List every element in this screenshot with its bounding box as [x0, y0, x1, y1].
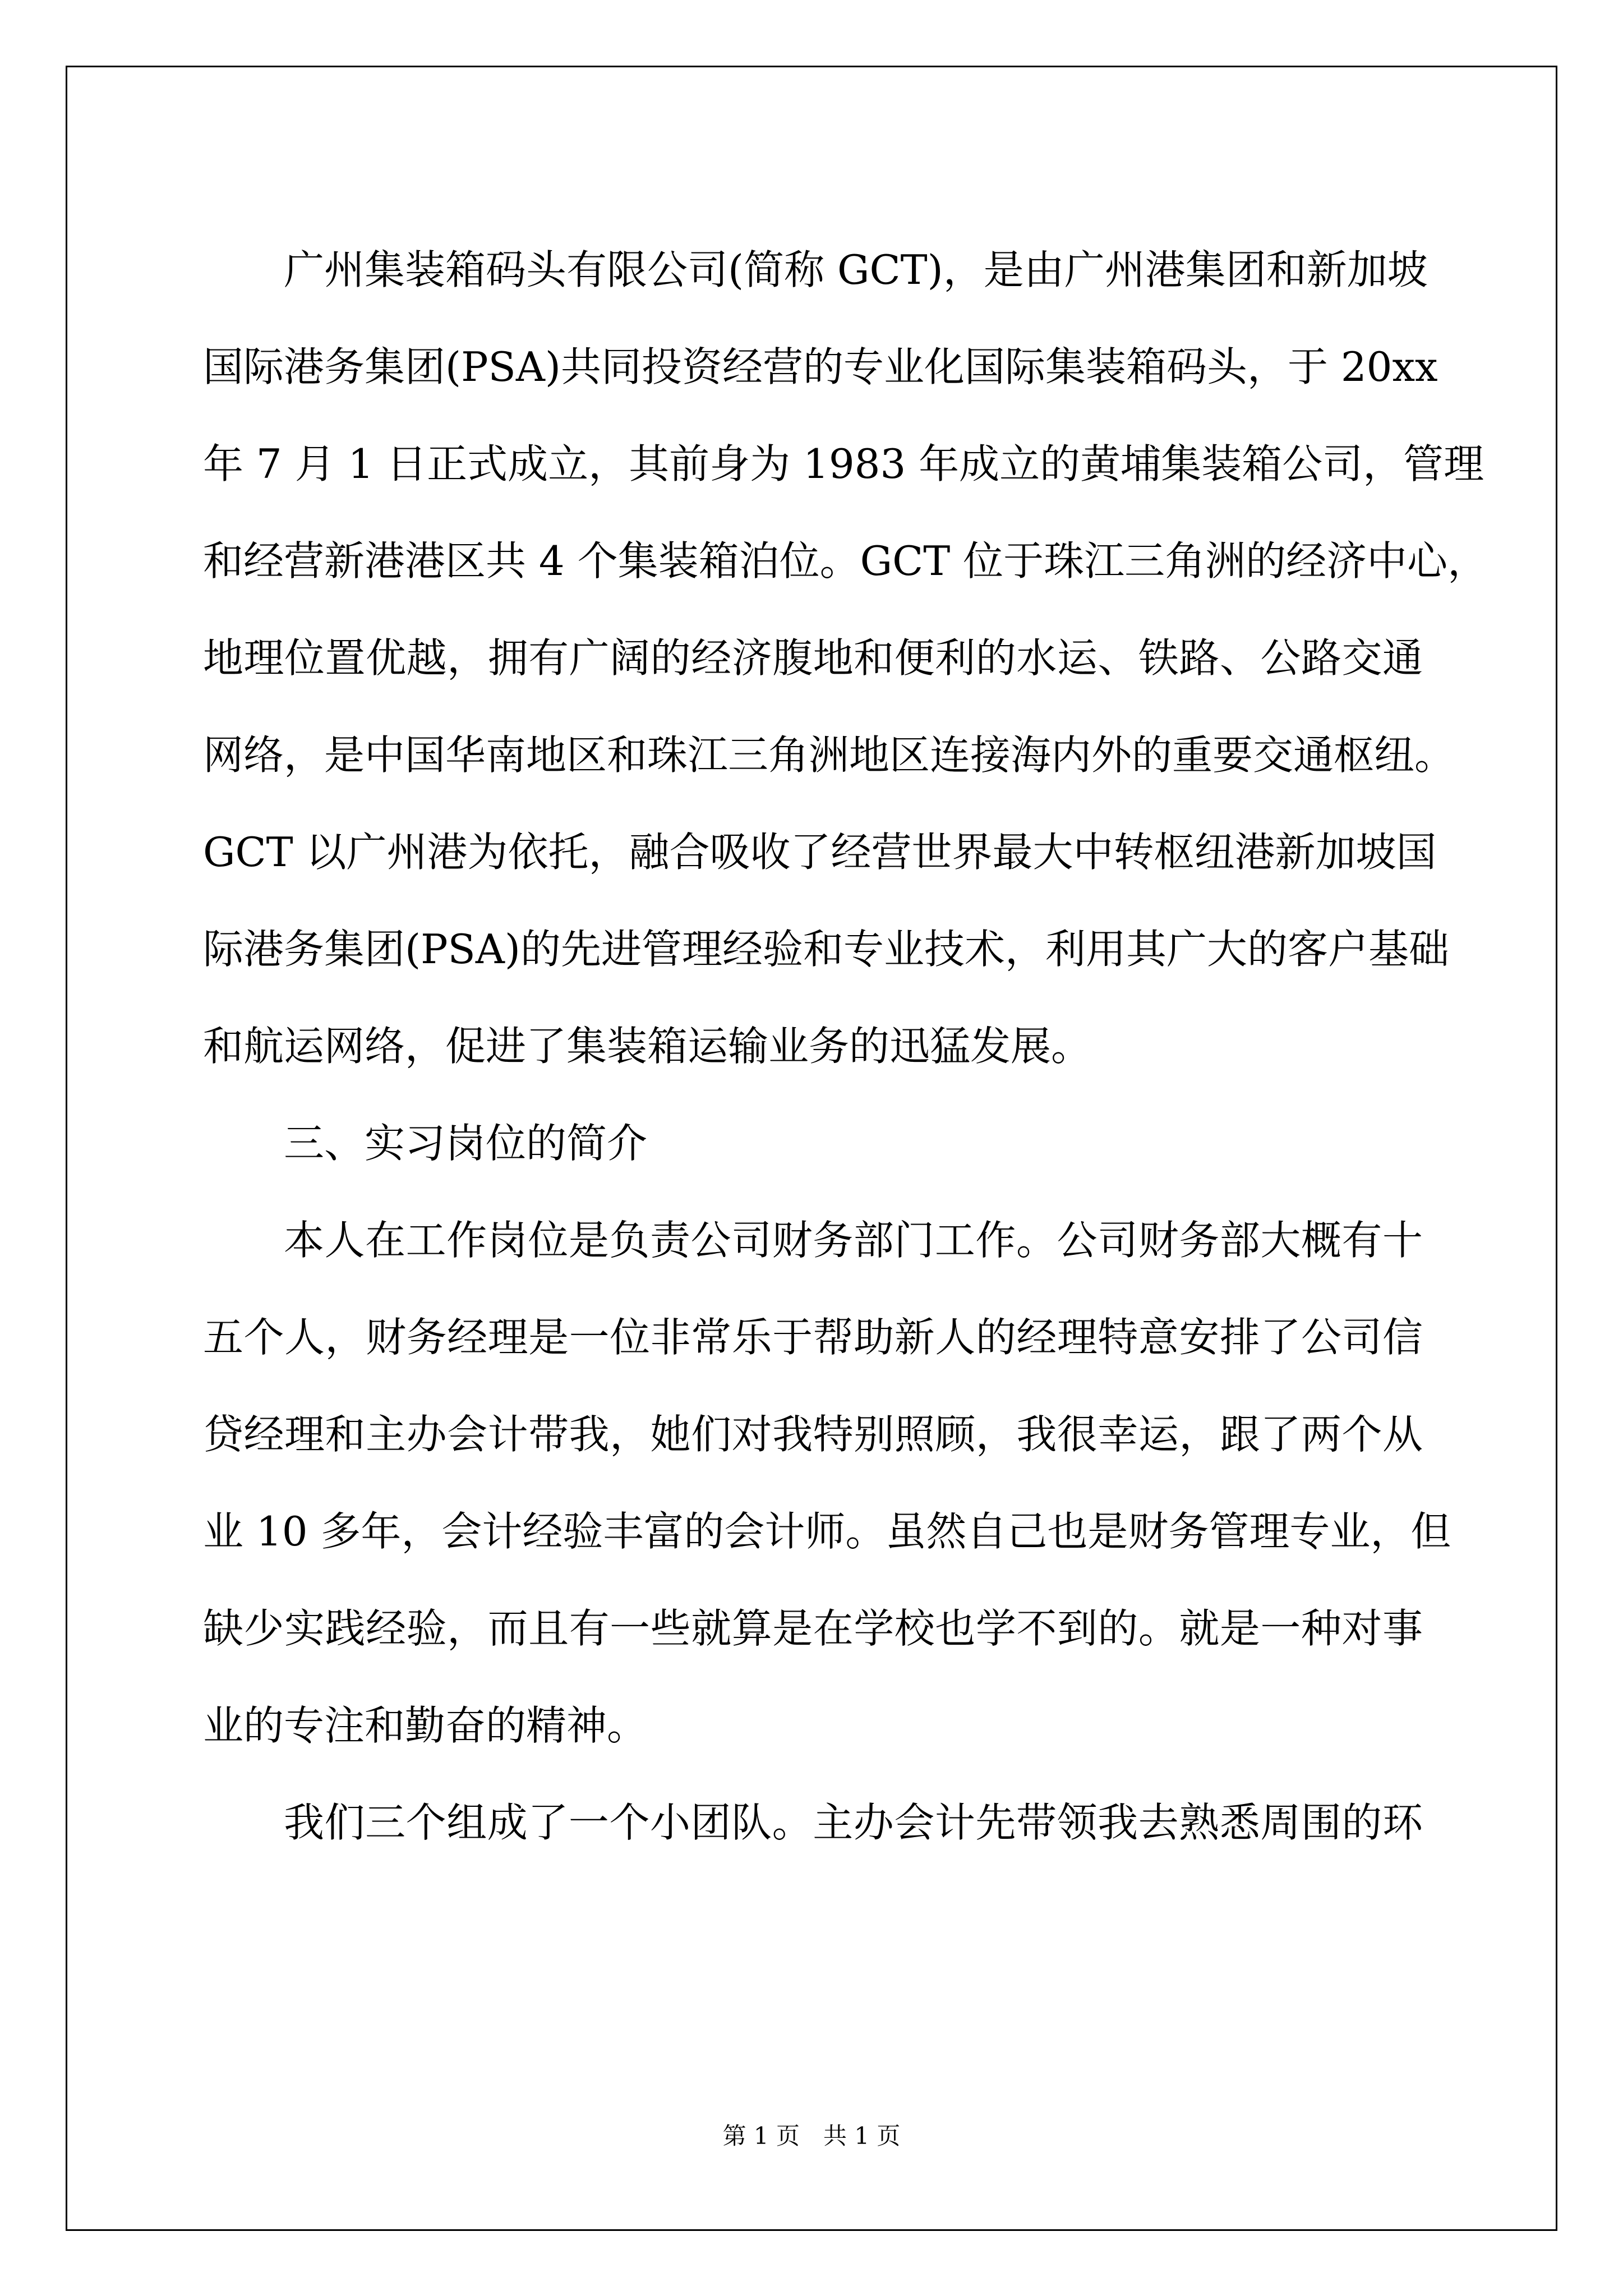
paragraph-line: 地理位置优越，拥有广阔的经济腹地和便利的水运、铁路、公路交通	[203, 634, 1423, 682]
paragraph-line: 年 7 月 1 日正式成立，其前身为 1983 年成立的黄埔集装箱公司，管理	[203, 440, 1484, 487]
document-body	[203, 222, 1488, 1871]
paragraph-line: 际港务集团(PSA)的先进管理经验和专业技术，利用其广大的客户基础	[203, 926, 1449, 973]
paragraph-line: 和航运网络，促进了集装箱运输业务的迅猛发展。	[203, 1023, 1092, 1070]
paragraph-line: 业 10 多年，会计经验丰富的会计师。虽然自己也是财务管理专业，但	[203, 1508, 1451, 1555]
paragraph-line: 网络，是中国华南地区和珠江三角洲地区连接海内外的重要交通枢纽。	[203, 731, 1455, 779]
page-number: 第 1 页 共 1 页	[722, 2122, 901, 2150]
paragraph-line: 贷经理和主办会计带我，她们对我特别照顾，我很幸运，跟了两个从	[203, 1411, 1423, 1458]
paragraph-line: GCT 以广州港为依托，融合吸收了经营世界最大中转枢纽港新加坡国	[203, 829, 1437, 876]
paragraph-line: 五个人，财务经理是一位非常乐于帮助新人的经理特意安排了公司信	[203, 1314, 1423, 1361]
paragraph-line: 广州集装箱码头有限公司(简称 GCT)，是由广州港集团和新加坡	[284, 246, 1428, 293]
paragraph-line: 缺少实践经验，而且有一些就算是在学校也学不到的。就是一种对事	[203, 1605, 1423, 1652]
paragraph-line: 本人在工作岗位是负责公司财务部门工作。公司财务部大概有十	[284, 1217, 1423, 1264]
paragraph-line: 业的专注和勤奋的精神。	[203, 1702, 648, 1749]
paragraph-line: 我们三个组成了一个小团队。主办会计先带领我去熟悉周围的环	[284, 1799, 1423, 1846]
page-footer	[0, 2122, 1623, 2150]
section-heading: 三、实习岗位的简介	[284, 1120, 648, 1167]
paragraph-line: 国际港务集团(PSA)共同投资经营的专业化国际集装箱码头，于 20xx	[203, 343, 1438, 390]
paragraph-line: 和经营新港港区共 4 个集装箱泊位。GCT 位于珠江三角洲的经济中心，	[203, 537, 1488, 585]
